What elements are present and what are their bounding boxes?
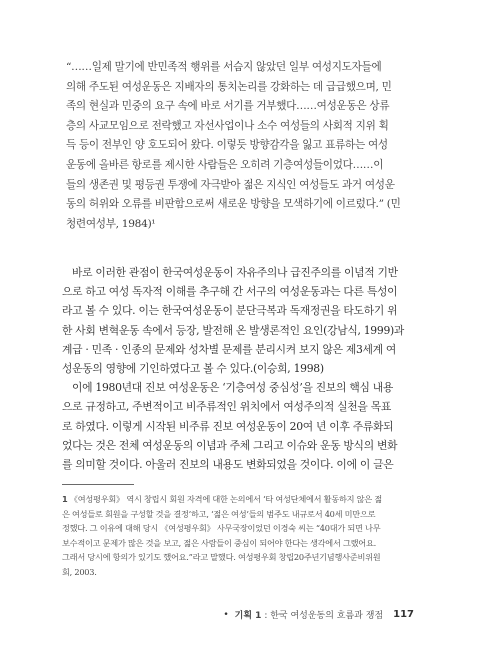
footer-section-title	[235, 608, 383, 621]
body-line: 로 하였다. 이렇게 시작된 비주류 진보 여성운동이 20여 년 이후 주류화되	[62, 419, 394, 433]
body-line: 를 의미할 것이다. 아울러 진보의 내용도 변화되었을 것이다. 이에 이 글은	[62, 458, 394, 472]
body-line: 한 사회 변혁운동 속에서 등장, 발전해 온 발생론적인 요인(강남식, 1999)과	[62, 323, 405, 337]
body-line: 계급 · 민족 · 인종의 문제와 성차별 문제를 분리시켜 보지 않은 제3세계 여	[62, 342, 397, 356]
footnote-line	[62, 492, 414, 507]
body-line: 이에 1980년대 진보 여성운동은 ‘기층여성 중심성’을 진보의 핵심 내용	[72, 381, 393, 395]
running-footer	[223, 608, 414, 621]
body-line: 었다는 것은 전체 여성운동의 이념과 주체 그리고 이슈와 운동 방식의 변화	[62, 438, 398, 452]
quote-line: 층의 사교모임으로 전락했고 자선사업이나 소수 여성들의 사회적 지위 획	[66, 119, 389, 132]
body-line: 라고 볼 수 있다. 이는 한국여성운동이 분단극복과 독재정권을 타도하기 위	[62, 304, 398, 318]
footer-bullet: •	[223, 609, 229, 620]
footer-section-label: 기획 1	[234, 611, 262, 621]
quote-line: 들의 생존권 및 평등권 투쟁에 자극받아 젊은 지식인 여성들도 과거 여성운	[66, 178, 395, 191]
footnote-line: 정했다. 그 이유에 대해 당시 《여성평우회》 사무국장이었던 이경숙 씨는 “40대가 되면 나무	[62, 523, 381, 534]
page-number: 117	[393, 609, 414, 620]
body-line: 바로 이러한 관점이 한국여성운동이 자유주의나 급진주의를 이념적 기반	[72, 266, 398, 279]
body-line: 으로 하고 여성 독자적 이해를 추구해 간 서구의 여성운동과는 다른 특성이	[62, 285, 398, 299]
quote-line: “……일제 말기에 반민족적 행위를 서슴지 않았던 일부 여성지도자들에	[66, 61, 382, 73]
quote-line: 청련여성부, 1984)¹	[66, 217, 156, 230]
footnote-text: 《여성평우회》 역시 창립시 회원 자격에 대한 논의에서 ‘타 여성단체에서 활동하지 않은 젊	[67, 494, 382, 504]
footnote-line: 그래서 당시에 항의가 있기도 했어요.”라고 말했다. 여성평우회 창립20주년기념행사준비위원	[62, 552, 381, 563]
quote-line: 동의 허위와 오류를 비판함으로써 새로운 방향을 모색하기에 이르렀다.” (민	[66, 198, 401, 211]
quote-line: 운동에 올바른 항로를 제시한 사람들은 오히려 기층여성들이었다……이	[66, 158, 384, 171]
body-paragraphs	[62, 263, 414, 474]
quote-line: 득 등이 전부인 양 호도되어 왔다. 이렇듯 방향감각을 잃고 표류하는 여성	[66, 139, 388, 152]
body-line: 성운동의 영향에 기인하였다고 볼 수 있다.(이승희, 1998)	[62, 362, 324, 376]
footnote-line: 보수적이고 문제가 많은 것을 보고, 젊은 사람들이 중심이 되어야 한다는 생각에서 그랬어요.	[62, 537, 376, 548]
footnote-number: 1	[62, 494, 68, 504]
block-quote	[66, 58, 410, 234]
footnote-line: 은 여성들로 회원을 구성할 것을 결정’하고, ‘젊은 여성’들의 범주도 내규로서 40세 미만으로	[62, 508, 376, 519]
footer-title: : 한국 여성운동의 흐름과 쟁점	[261, 611, 384, 621]
footnote-line: 회, 2003.	[62, 566, 97, 577]
footnote-divider	[62, 484, 134, 485]
quote-line: 족의 현실과 민중의 요구 속에 바로 서기를 거부했다……여성운동은 상류	[66, 100, 390, 113]
body-line: 으로 규정하고, 주변적이고 비주류적인 위치에서 여성주의적 실천을 목표	[62, 400, 391, 414]
quote-line: 의해 주도된 여성운동은 지배자의 통치논리를 강화하는 데 급급했으며, 민	[66, 80, 392, 93]
footnote	[62, 492, 414, 580]
